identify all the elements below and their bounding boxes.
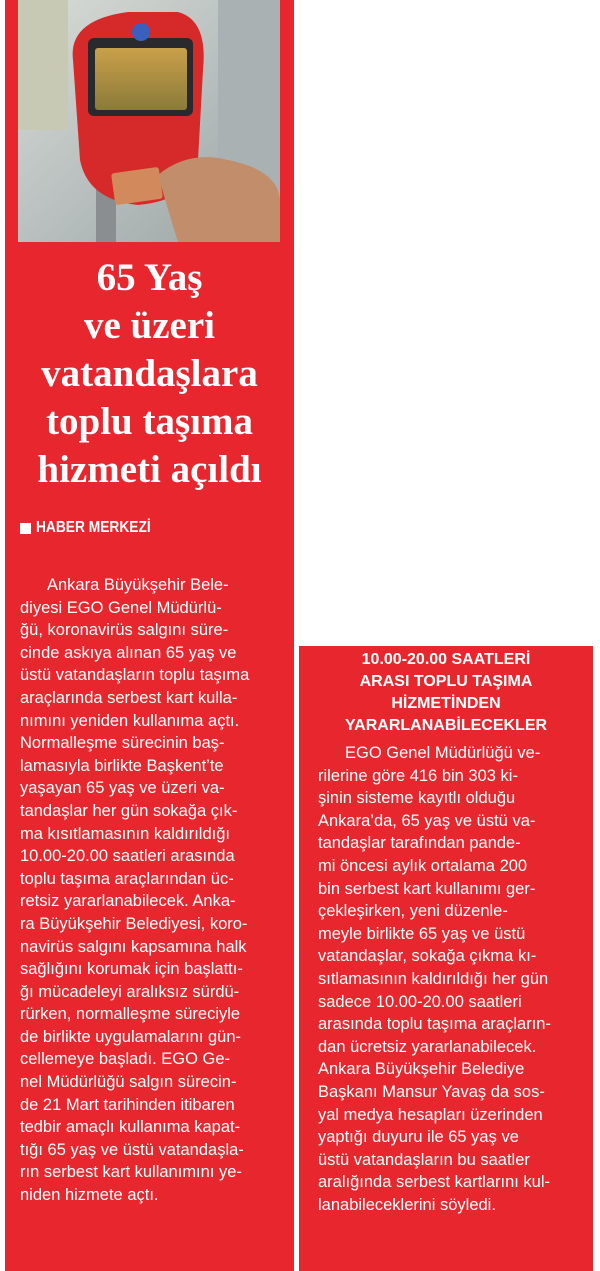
headline-line: 65 Yaş bbox=[96, 256, 203, 299]
body-line: ğü, koronavirüs salgını süre- bbox=[20, 621, 229, 640]
body-line: üstü vatandaşların toplu taşıma bbox=[20, 666, 250, 685]
body-line: niden hizmete açtı. bbox=[20, 1186, 159, 1205]
body-line: ğı mücadeleyi aralıksız sürdü- bbox=[20, 982, 240, 1001]
byline-text: HABER MERKEZİ bbox=[36, 519, 151, 536]
body-line: navirüs salgını kapsamına halk bbox=[20, 937, 247, 956]
body-line: nel Müdürlüğü salgın sürecin- bbox=[20, 1073, 237, 1092]
body-line: tedbir amaçlı kullanıma kapat- bbox=[20, 1118, 241, 1137]
body-line: sağlığını korumak için başlattı- bbox=[20, 960, 243, 979]
body-line: cinde askıya alınan 65 yaş ve bbox=[20, 643, 237, 662]
body-line: tığı 65 yaş ve üstü vatandaşla- bbox=[20, 1140, 244, 1159]
headline bbox=[5, 254, 294, 494]
body-line: toplu taşıma araçlarından üc- bbox=[20, 869, 234, 888]
body-line: bin serbest kart kullanımı ger- bbox=[318, 879, 536, 898]
body-line: Ankara’da, 65 yaş ve üstü va- bbox=[318, 811, 536, 830]
body-line: üstü vatandaşların bu saatler bbox=[318, 1150, 530, 1169]
body-line: Başkanı Mansur Yavaş da sos- bbox=[318, 1082, 545, 1101]
subheading bbox=[309, 649, 583, 737]
body-line: yaptığı duyuru ile 65 yaş ve bbox=[318, 1128, 519, 1147]
subheading-line: YARARLANABİLECEKLER bbox=[344, 717, 548, 734]
right-body-text bbox=[318, 742, 588, 1216]
headline-line: toplu taşıma bbox=[46, 400, 253, 443]
body-line: sıtlamasının kaldırıldığı her gün bbox=[318, 969, 549, 988]
body-line: tandaşlar tarafından pande- bbox=[318, 834, 521, 853]
headline-line: vatandaşlara bbox=[41, 352, 258, 395]
body-line: rürken, normalleşme süreciyle bbox=[20, 1005, 241, 1024]
body-line: yal medya hesapları üzerinden bbox=[318, 1105, 543, 1124]
body-line: vatandaşlar, sokağa çıkma kı- bbox=[318, 947, 537, 966]
body-line: rilerine göre 416 bin 303 ki- bbox=[318, 766, 518, 785]
subheading-line: 10.00-20.00 SAATLERİ bbox=[361, 651, 531, 668]
body-line: lanabileceklerini söyledi. bbox=[318, 1195, 496, 1214]
body-line: mi öncesi aylık ortalama 200 bbox=[318, 856, 528, 875]
body-line: aralığında serbest kartlarını kul- bbox=[318, 1173, 551, 1192]
headline-line: ve üzeri bbox=[83, 304, 215, 347]
body-line: meyle birlikte 65 yaş ve üstü bbox=[318, 924, 526, 943]
subheading-line: ARASI TOPLU TAŞIMA bbox=[359, 673, 533, 690]
body-line: ma kısıtlamasının kaldırıldığı bbox=[20, 824, 230, 843]
body-line: diyesi EGO Genel Müdürlü- bbox=[20, 598, 222, 617]
headline-line: hizmeti açıldı bbox=[37, 448, 262, 491]
body-line: çekleşirken, yeni düzenle- bbox=[318, 902, 508, 921]
body-line: yaşayan 65 yaş ve üzeri va- bbox=[20, 779, 225, 798]
body-line: lamasıyla birlikte Başkent’te bbox=[20, 756, 224, 775]
body-line: de 21 Mart tarihinden itibaren bbox=[20, 1095, 235, 1114]
body-line: sadece 10.00-20.00 saatleri bbox=[318, 992, 522, 1011]
body-line: cellemeye başladı. EGO Ge- bbox=[20, 1050, 231, 1069]
left-body-text bbox=[20, 574, 288, 1207]
body-line: Ankara Büyükşehir Belediye bbox=[318, 1060, 525, 1079]
body-line: Normalleşme sürecinin baş- bbox=[20, 734, 225, 753]
body-line: rın serbest kart kullanımını ye- bbox=[20, 1163, 242, 1182]
body-line: şinin sisteme kayıtlı olduğu bbox=[318, 789, 516, 808]
body-line: nımını yeniden kullanıma açtı. bbox=[20, 711, 240, 730]
body-line: araçlarında serbest kart kulla- bbox=[20, 688, 238, 707]
body-line: arasında toplu taşıma araçların- bbox=[318, 1015, 551, 1034]
body-line: ra Büyükşehir Belediyesi, koro- bbox=[20, 914, 248, 933]
body-line: dan ücretsiz yararlanabilecek. bbox=[318, 1037, 537, 1056]
body-line: EGO Genel Müdürlüğü ve- bbox=[345, 744, 541, 762]
square-bullet-icon bbox=[20, 523, 31, 534]
body-line: retsiz yararlanabilecek. Anka- bbox=[20, 892, 236, 911]
card-reader-photo bbox=[18, 0, 280, 242]
subheading-line: HİZMETİNDEN bbox=[391, 695, 501, 712]
body-line: tandaşlar her gün sokağa çık- bbox=[20, 801, 238, 820]
body-line: 10.00-20.00 saatleri arasında bbox=[20, 847, 235, 866]
body-line: de birlikte uygulamalarını gün- bbox=[20, 1027, 242, 1046]
body-line: Ankara Büyükşehir Bele- bbox=[47, 576, 229, 594]
